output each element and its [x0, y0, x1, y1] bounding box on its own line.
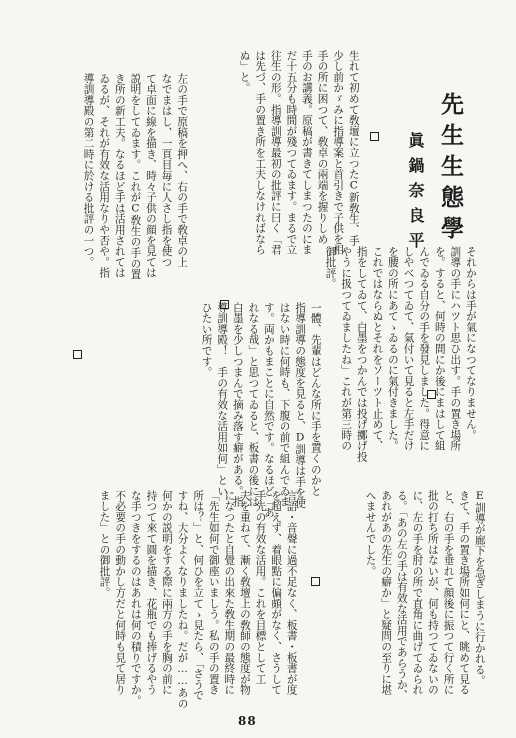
section-marker-square	[311, 577, 320, 586]
paragraph-lower-right: E訓導が廊下を急ぎしまうに行かれる。 きて、手の置き場所如何にと、眺めて見る と、右の手を垂れて顔後に振つて行く所に 批の打ち所はないが、何も持つてゐないの に、左の手を肘の所で直角に曲げてゐられ る。「あの左の手は有效な活用であらうか、 あれがあの先生の癖か」と疑問の至りに堪 へませんでした。	[364, 490, 486, 701]
article-title: 先生生態學	[437, 92, 464, 247]
section-marker-square	[370, 132, 379, 141]
paragraph-left: 左の手で原稿を押へ、右の手で敎卓の上 なでまはし、一頁目毎に人さし指を使つ て卓面に線を描き、時々子供の顔を見ては 説明をしてゐます。これがC敎生の手の置 き所の新工夫。なるほど手は活用されては ゐるが、それが有效な活用なりや否や。指 導訓導殿の第二時に於ける批評の一つ。	[82, 73, 189, 280]
article-author: 眞鍋奈良平	[406, 132, 425, 257]
paragraph-right: それからは手が氣になつてなりません。 訓導の手にハツト思ひ出す。手の置き場所 を。すると、何時の間にか後にまはして組 んでゐる自分の手を發見しました。得意に しやべつてゐて、氣付いて見ると左手だけ を腰の所にあてゝゐるのに氣付きました。 これではならぬとそれをソーツト止めて、 指をしてゐて、白墨をつかんでは投げ擲げ投 やうに扱つてゐましたね」これが第三時の 御批評。	[324, 246, 477, 462]
section-marker-square	[73, 350, 82, 359]
intro-paragraph: 生れて初めて敎壇に立つたC新敎生、手 少し前かゞみに指導案と首引きで子供を相 手の所に困つて、敎卓の兩端を握りしめ 手のお講義。原稿が書きてしまつたのにま だ十五分も時間が殘つてゐます。まるで立 往生の形。指導訓導最初の批評に曰く「君 は先づ、手の置き所を工夫しなければなら ぬ」と。	[238, 50, 360, 256]
paragraph-middle: 一體、先輩はどんな所に手を置くのかと 指導訓導の態度を見ると、D訓導は手を使 はない時に何時も、下腹の前で組んでゐま す。両かもまことに自然です。なるほど「あ れなる哉」と思つてゐると、板書の後には 白墨を少しつまんで摘み落す癖がある。指 導訓導殿！ 手の有效な活用如何」とい ひたい所です。	[200, 302, 322, 518]
paragraph-lower-left: 言語・音聲に過不足なく、板書・板書が度 を超えず、着眼點に偏頗がなく、さうして 手先の有效な活用。これを目標として工 夫を重ねて、漸く敎壇上の敎師の態度が物 になつたと自覺の出來た敎生期の最終時に 「先生如何で御座いましう。私の手の置き 所は？」と、何ひを立てゝ見たら、「さうで すね、大分よくなりましたね。だが……あの 何かの説明をする際に兩方の手を胸の前に 持つて來て圓を描き、花瓶でも捧げるやう な手つきをするのはあれは何の積りですか。 不必要の手の動かし方だと何時も見て居り ました」との御批評。	[98, 490, 298, 709]
page-number: 88	[238, 714, 257, 728]
